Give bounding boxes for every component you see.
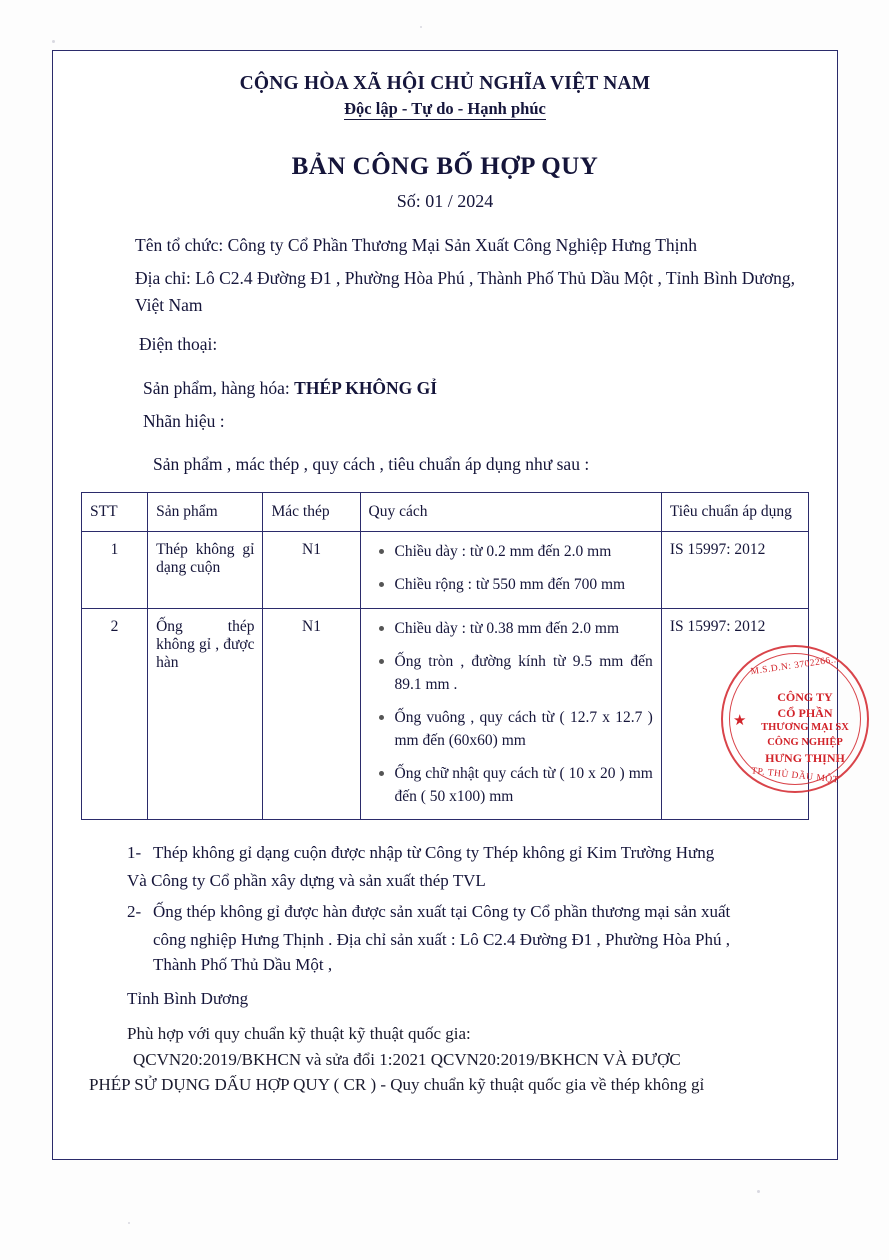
scan-speck xyxy=(128,1222,130,1224)
note-1 xyxy=(127,840,809,866)
stamp-line-3: THƯƠNG MẠI SX xyxy=(761,722,849,734)
cell-specs xyxy=(360,608,661,819)
table-row xyxy=(82,608,809,819)
spec-item: Chiều rộng : từ 550 mm đến 700 mm xyxy=(395,574,653,596)
notes-section xyxy=(81,840,809,1011)
note-2 xyxy=(127,899,809,925)
note-2-line2: công nghiệp Hưng Thịnh . Địa chỉ sản xuất : Lô C2.4 Đường Đ1 , Phường Hòa Phú , xyxy=(153,929,730,949)
table-header-product: Sản phẩm xyxy=(148,492,263,531)
product-line xyxy=(143,375,809,402)
spec-item: Chiều dày : từ 0.2 mm đến 2.0 mm xyxy=(395,541,653,563)
table-header-row xyxy=(82,492,809,531)
table-lead-in: Sản phẩm , mác thép , quy cách , tiêu chuẩn áp dụng như sau : xyxy=(153,453,590,474)
cell-grade: N1 xyxy=(263,531,360,608)
table-header-spec: Quy cách xyxy=(360,492,661,531)
document-title: BẢN CÔNG BỐ HỢP QUY xyxy=(291,153,599,180)
stamp-line-4: CÔNG NGHIỆP xyxy=(767,736,843,748)
address-label: Địa chỉ: xyxy=(135,268,196,289)
organization-line xyxy=(135,232,809,259)
table-row xyxy=(82,531,809,608)
table-header-grade: Mác thép xyxy=(263,492,360,531)
table-header-standard: Tiêu chuẩn áp dụng xyxy=(661,492,808,531)
brand-line: Nhãn hiệu : xyxy=(143,410,225,431)
cell-stt: 1 xyxy=(82,531,148,608)
spec-item: Chiều dày : từ 0.38 mm đến 2.0 mm xyxy=(395,618,653,640)
specification-table xyxy=(81,492,809,820)
organization-value: Công ty Cổ Phần Thương Mại Sản Xuất Công Nghiệp Hưng Thịnh xyxy=(227,235,698,255)
stamp-line-5: HƯNG THỊNH xyxy=(765,750,845,765)
note-2-number: 2- xyxy=(127,902,142,922)
cell-specs xyxy=(360,531,661,608)
address-line xyxy=(135,265,809,319)
spec-list xyxy=(369,618,653,808)
cell-product: Thép không gỉ dạng cuộn xyxy=(148,531,263,608)
stamp-line-2: CỔ PHẦN xyxy=(777,706,833,721)
stamp-arc-top: M.S.D.N: 3702266... xyxy=(750,654,840,678)
cell-grade: N1 xyxy=(263,608,360,819)
note-1-line1: Thép không gỉ dạng cuộn được nhập từ Công ty Thép không gỉ Kim Trường Hưng xyxy=(153,843,715,863)
closing-line-1: Phù hợp với quy chuẩn kỹ thuật kỹ thuật quốc gia: xyxy=(127,1024,471,1044)
scan-speck xyxy=(52,40,55,43)
note-2-line3: Thành Phố Thủ Dầu Một , xyxy=(153,955,333,975)
product-value: THÉP KHÔNG GỈ xyxy=(294,377,438,398)
closing-line-3: PHÉP SỬ DỤNG DẤU HỢP QUY ( CR ) - Quy chuẩn kỹ thuật quốc gia về thép không gỉ xyxy=(89,1075,705,1095)
star-icon: ★ xyxy=(733,713,747,729)
scan-speck xyxy=(420,26,422,28)
cell-stt: 2 xyxy=(82,608,148,819)
note-1-line2: Và Công ty Cổ phần xây dựng và sản xuất thép TVL xyxy=(127,870,486,890)
note-2-line1: Ống thép không gỉ được hàn được sản xuất tại Công ty Cổ phần thương mại sản xuất xyxy=(153,902,731,922)
cell-product: Ống thép không gỉ , được hàn xyxy=(148,608,263,819)
spec-item: Ống tròn , đường kính từ 9.5 mm đến 89.1 mm . xyxy=(395,651,653,696)
spec-item: Ống vuông , quy cách từ ( 12.7 x 12.7 ) mm đến (60x60) mm xyxy=(395,707,653,752)
note-1-number: 1- xyxy=(127,843,142,863)
stamp-line-1: CÔNG TY xyxy=(777,690,833,704)
scan-speck xyxy=(757,1190,760,1193)
spec-item: Ống chữ nhật quy cách từ ( 10 x 20 ) mm đến ( 50 x100) mm xyxy=(395,763,653,808)
closing-line-2: QCVN20:2019/BKHCN và sửa đổi 1:2021 QCVN20:2019/BKHCN VÀ ĐƯỢC xyxy=(133,1049,681,1069)
stamp-arc-bottom: TP. THỦ DẦU MỘT xyxy=(750,766,840,786)
spec-list xyxy=(369,541,653,597)
cell-standard: IS 15997: 2012 xyxy=(661,608,808,819)
national-motto-text: Độc lập - Tự do - Hạnh phúc xyxy=(344,99,546,118)
table-header-stt: STT xyxy=(82,492,148,531)
note-2-line4: Tỉnh Bình Dương xyxy=(127,988,249,1008)
address-value: Lô C2.4 Đường Đ1 , Phường Hòa Phú , Thành Phố Thủ Dầu Một , Tỉnh Bình Dương, Việt Nam xyxy=(135,268,795,316)
document-number: Số: 01 / 2024 xyxy=(396,191,494,211)
organization-label: Tên tổ chức: xyxy=(135,235,228,255)
product-label: Sản phẩm, hàng hóa: xyxy=(143,377,295,398)
national-header: CỘNG HÒA XÃ HỘI CHỦ NGHĨA VIỆT NAM xyxy=(239,73,651,94)
document-border xyxy=(52,50,849,1160)
phone-line: Điện thoại: xyxy=(139,334,218,355)
cell-standard: IS 15997: 2012 xyxy=(661,531,808,608)
national-motto xyxy=(81,99,809,119)
